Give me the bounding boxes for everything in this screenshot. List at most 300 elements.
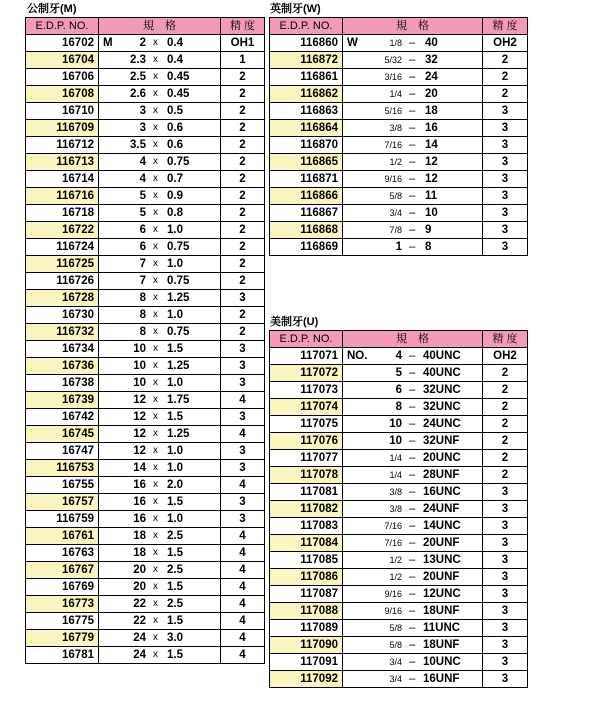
table-row bbox=[270, 103, 528, 120]
precision-grade-cell: 4 bbox=[221, 596, 265, 613]
dash-separator: – bbox=[409, 435, 416, 447]
edp-number-cell: 116864 bbox=[270, 120, 343, 137]
threads-per-inch: 32UNC bbox=[423, 401, 461, 413]
times-separator: x bbox=[153, 428, 158, 439]
precision-grade-cell: 3 bbox=[483, 120, 528, 137]
thread-pitch: 1.0 bbox=[167, 224, 183, 236]
table-header-row bbox=[270, 18, 528, 35]
nominal-diameter: 9/16 bbox=[384, 606, 402, 616]
dash-separator: – bbox=[409, 452, 416, 464]
table-row bbox=[270, 569, 528, 586]
thread-spec-cell bbox=[99, 494, 221, 511]
dash-separator: – bbox=[409, 588, 416, 600]
whitworth-section-title: 英制牙(W) bbox=[270, 3, 321, 15]
times-separator: x bbox=[153, 156, 158, 167]
nominal-diameter: 18 bbox=[133, 530, 146, 542]
thread-spec-cell bbox=[99, 171, 221, 188]
thread-pitch: 0.7 bbox=[167, 173, 183, 185]
thread-spec-cell bbox=[99, 392, 221, 409]
edp-number-cell: 117084 bbox=[270, 535, 343, 552]
edp-number-cell: 116869 bbox=[270, 239, 343, 256]
table-row bbox=[26, 375, 265, 392]
thread-pitch: 0.4 bbox=[167, 54, 183, 66]
times-separator: x bbox=[153, 343, 158, 354]
dash-separator: – bbox=[409, 88, 416, 100]
table-row bbox=[270, 501, 528, 518]
table-row bbox=[26, 290, 265, 307]
edp-number-cell: 117073 bbox=[270, 382, 343, 399]
table-row bbox=[270, 120, 528, 137]
thread-spec-cell bbox=[99, 375, 221, 392]
precision-grade-cell: 3 bbox=[483, 620, 528, 637]
precision-grade-cell: 2 bbox=[221, 273, 265, 290]
table-row bbox=[26, 460, 265, 477]
thread-pitch: 0.45 bbox=[167, 71, 190, 83]
dash-separator: – bbox=[409, 384, 416, 396]
table-row bbox=[26, 477, 265, 494]
precision-grade-cell: 2 bbox=[221, 324, 265, 341]
thread-prefix: NO. bbox=[347, 350, 368, 362]
table-row bbox=[26, 630, 265, 647]
thread-pitch: 2.5 bbox=[167, 564, 183, 576]
table-row bbox=[270, 654, 528, 671]
precision-grade-cell: 2 bbox=[221, 205, 265, 222]
edp-number-cell: 117076 bbox=[270, 433, 343, 450]
thread-spec-cell bbox=[343, 222, 483, 239]
thread-spec-cell bbox=[99, 103, 221, 120]
thread-pitch: 1.5 bbox=[167, 581, 183, 593]
thread-pitch: 1.0 bbox=[167, 377, 183, 389]
nominal-diameter: 9/16 bbox=[384, 589, 402, 599]
edp-number-cell: 117091 bbox=[270, 654, 343, 671]
thread-pitch: 1.5 bbox=[167, 649, 183, 661]
threads-per-inch: 24 bbox=[425, 71, 438, 83]
dash-separator: – bbox=[409, 173, 416, 185]
edp-number-cell: 117083 bbox=[270, 518, 343, 535]
thread-pitch: 0.75 bbox=[167, 241, 190, 253]
precision-grade-cell: 2 bbox=[483, 382, 528, 399]
times-separator: x bbox=[153, 598, 158, 609]
precision-grade-cell: 2 bbox=[483, 86, 528, 103]
times-separator: x bbox=[153, 513, 158, 524]
dash-separator: – bbox=[409, 139, 416, 151]
thread-spec-cell bbox=[343, 518, 483, 535]
precision-grade-cell: 3 bbox=[483, 103, 528, 120]
edp-number-cell: 117077 bbox=[270, 450, 343, 467]
edp-number-cell: 116860 bbox=[270, 35, 343, 52]
table-row bbox=[270, 154, 528, 171]
precision-grade-cell: 4 bbox=[221, 579, 265, 596]
thread-spec-cell bbox=[99, 154, 221, 171]
nominal-diameter: 10 bbox=[133, 377, 146, 389]
precision-grade-cell: 3 bbox=[483, 222, 528, 239]
times-separator: x bbox=[153, 258, 158, 269]
nominal-diameter: 3 bbox=[139, 105, 146, 117]
dash-separator: – bbox=[409, 469, 416, 481]
edp-number-cell: 116712 bbox=[26, 137, 99, 154]
precision-grade-cell: 2 bbox=[483, 433, 528, 450]
precision-grade-cell: 3 bbox=[483, 671, 528, 688]
dash-separator: – bbox=[409, 639, 416, 651]
precision-grade-cell: 2 bbox=[221, 256, 265, 273]
edp-number-cell: 16718 bbox=[26, 205, 99, 222]
thread-spec-cell bbox=[343, 620, 483, 637]
thread-spec-cell bbox=[99, 324, 221, 341]
precision-grade-cell: 2 bbox=[221, 222, 265, 239]
precision-grade-cell: 3 bbox=[483, 586, 528, 603]
thread-spec-cell bbox=[99, 409, 221, 426]
edp-number-cell: 16714 bbox=[26, 171, 99, 188]
times-separator: x bbox=[153, 139, 158, 150]
threads-per-inch: 12UNC bbox=[423, 588, 461, 600]
times-separator: x bbox=[153, 309, 158, 320]
nominal-diameter: 20 bbox=[133, 581, 146, 593]
precision-grade-cell: 2 bbox=[221, 103, 265, 120]
nominal-diameter: 5 bbox=[139, 207, 146, 219]
precision-grade-cell: OH2 bbox=[483, 348, 528, 365]
thread-spec-cell bbox=[99, 545, 221, 562]
precision-grade-cell: 2 bbox=[483, 52, 528, 69]
times-separator: x bbox=[153, 462, 158, 473]
nominal-diameter: 14 bbox=[133, 462, 146, 474]
nominal-diameter: 7 bbox=[139, 258, 146, 270]
table-row bbox=[26, 103, 265, 120]
nominal-diameter: 3 bbox=[139, 122, 146, 134]
table-row bbox=[270, 171, 528, 188]
dash-separator: – bbox=[409, 656, 416, 668]
table-row bbox=[26, 137, 265, 154]
thread-spec-cell bbox=[343, 205, 483, 222]
table-row bbox=[270, 399, 528, 416]
table-row bbox=[26, 443, 265, 460]
edp-number-cell: 16742 bbox=[26, 409, 99, 426]
thread-spec-cell bbox=[99, 562, 221, 579]
thread-pitch: 2.0 bbox=[167, 479, 183, 491]
nominal-diameter: 1/2 bbox=[389, 555, 402, 565]
edp-number-cell: 117074 bbox=[270, 399, 343, 416]
thread-spec-cell bbox=[343, 365, 483, 382]
threads-per-inch: 32UNC bbox=[423, 384, 461, 396]
nominal-diameter: 7/16 bbox=[384, 538, 402, 548]
table-row bbox=[270, 552, 528, 569]
precision-grade-cell: 3 bbox=[483, 552, 528, 569]
thread-pitch: 1.0 bbox=[167, 462, 183, 474]
edp-number-cell: 116713 bbox=[26, 154, 99, 171]
precision-grade-cell: 3 bbox=[221, 290, 265, 307]
edp-number-cell: 16781 bbox=[26, 647, 99, 664]
dash-separator: – bbox=[409, 401, 416, 413]
threads-per-inch: 20UNF bbox=[423, 537, 460, 549]
precision-grade-cell: 2 bbox=[483, 365, 528, 382]
grade-header: 精 度 bbox=[483, 18, 528, 35]
table-row bbox=[26, 273, 265, 290]
edp-number-cell: 117075 bbox=[270, 416, 343, 433]
times-separator: x bbox=[153, 530, 158, 541]
precision-grade-cell: 4 bbox=[221, 392, 265, 409]
nominal-diameter: 8 bbox=[139, 292, 146, 304]
threads-per-inch: 40UNC bbox=[423, 350, 461, 362]
table-row bbox=[270, 467, 528, 484]
times-separator: x bbox=[153, 377, 158, 388]
thread-pitch: 0.4 bbox=[167, 37, 183, 49]
thread-spec-cell bbox=[99, 579, 221, 596]
nominal-diameter: 1/4 bbox=[389, 89, 402, 99]
precision-grade-cell: 3 bbox=[483, 154, 528, 171]
nominal-diameter: 10 bbox=[133, 360, 146, 372]
precision-grade-cell: 2 bbox=[483, 467, 528, 484]
times-separator: x bbox=[153, 173, 158, 184]
edp-number-cell: 16728 bbox=[26, 290, 99, 307]
thread-spec-cell bbox=[343, 586, 483, 603]
precision-grade-cell: 3 bbox=[483, 171, 528, 188]
thread-pitch: 0.75 bbox=[167, 326, 190, 338]
unified-section-title: 美制牙(U) bbox=[270, 316, 319, 328]
times-separator: x bbox=[153, 207, 158, 218]
edp-number-cell: 116725 bbox=[26, 256, 99, 273]
edp-number-cell: 116732 bbox=[26, 324, 99, 341]
nominal-diameter: 4 bbox=[395, 350, 402, 362]
nominal-diameter: 5/8 bbox=[389, 191, 402, 201]
edp-number-cell: 16708 bbox=[26, 86, 99, 103]
nominal-diameter: 5 bbox=[139, 190, 146, 202]
thread-spec-cell bbox=[99, 222, 221, 239]
threads-per-inch: 14 bbox=[425, 139, 438, 151]
nominal-diameter: 24 bbox=[133, 649, 146, 661]
edp-number-cell: 16761 bbox=[26, 528, 99, 545]
nominal-diameter: 5/32 bbox=[384, 55, 402, 65]
edp-number-cell: 16779 bbox=[26, 630, 99, 647]
threads-per-inch: 10UNC bbox=[423, 656, 461, 668]
threads-per-inch: 32UNF bbox=[423, 435, 460, 447]
precision-grade-cell: 2 bbox=[483, 450, 528, 467]
table-row bbox=[26, 307, 265, 324]
edp-number-cell: 117089 bbox=[270, 620, 343, 637]
threads-per-inch: 8 bbox=[425, 241, 432, 253]
thread-spec-cell bbox=[343, 450, 483, 467]
nominal-diameter: 3/4 bbox=[389, 674, 402, 684]
nominal-diameter: 1/8 bbox=[389, 38, 402, 48]
edp-number-cell: 16775 bbox=[26, 613, 99, 630]
table-row bbox=[26, 358, 265, 375]
thread-prefix: M bbox=[103, 37, 113, 49]
thread-pitch: 1.5 bbox=[167, 411, 183, 423]
edp-number-cell: 116726 bbox=[26, 273, 99, 290]
dash-separator: – bbox=[409, 554, 416, 566]
dash-separator: – bbox=[409, 673, 416, 685]
edp-number-cell: 117072 bbox=[270, 365, 343, 382]
table-row bbox=[26, 409, 265, 426]
thread-spec-cell bbox=[99, 596, 221, 613]
threads-per-inch: 28UNF bbox=[423, 469, 460, 481]
dash-separator: – bbox=[409, 571, 416, 583]
thread-spec-cell bbox=[343, 433, 483, 450]
thread-spec-cell bbox=[343, 239, 483, 256]
table-row bbox=[26, 256, 265, 273]
precision-grade-cell: 3 bbox=[483, 137, 528, 154]
edp-number-cell: 16769 bbox=[26, 579, 99, 596]
thread-spec-cell bbox=[99, 477, 221, 494]
dash-separator: – bbox=[409, 105, 416, 117]
times-separator: x bbox=[153, 547, 158, 558]
edp-number-cell: 16739 bbox=[26, 392, 99, 409]
edp-number-cell: 116865 bbox=[270, 154, 343, 171]
thread-spec-cell bbox=[343, 35, 483, 52]
thread-spec-cell bbox=[343, 637, 483, 654]
edp-number-cell: 116866 bbox=[270, 188, 343, 205]
nominal-diameter: 18 bbox=[133, 547, 146, 559]
edp-number-cell: 117088 bbox=[270, 603, 343, 620]
nominal-diameter: 5/8 bbox=[389, 640, 402, 650]
table-row bbox=[26, 188, 265, 205]
nominal-diameter: 3/4 bbox=[389, 657, 402, 667]
table-row bbox=[26, 324, 265, 341]
precision-grade-cell: 3 bbox=[483, 518, 528, 535]
table-row bbox=[270, 35, 528, 52]
times-separator: x bbox=[153, 54, 158, 65]
thread-pitch: 0.6 bbox=[167, 122, 183, 134]
table-row bbox=[270, 450, 528, 467]
thread-spec-cell bbox=[343, 535, 483, 552]
threads-per-inch: 18UNF bbox=[423, 639, 460, 651]
nominal-diameter: 6 bbox=[139, 241, 146, 253]
spec-header: 規 格 bbox=[99, 18, 221, 35]
table-row bbox=[26, 69, 265, 86]
times-separator: x bbox=[153, 224, 158, 235]
precision-grade-cell: 3 bbox=[483, 569, 528, 586]
threads-per-inch: 12 bbox=[425, 173, 438, 185]
thread-spec-cell bbox=[99, 35, 221, 52]
thread-spec-cell bbox=[343, 120, 483, 137]
table-row bbox=[26, 341, 265, 358]
threads-per-inch: 16 bbox=[425, 122, 438, 134]
nominal-diameter: 2.6 bbox=[130, 88, 146, 100]
edp-number-cell: 16704 bbox=[26, 52, 99, 69]
precision-grade-cell: 2 bbox=[221, 154, 265, 171]
table-row bbox=[26, 52, 265, 69]
edp-number-cell: 16767 bbox=[26, 562, 99, 579]
thread-pitch: 0.75 bbox=[167, 156, 190, 168]
edp-number-cell: 16763 bbox=[26, 545, 99, 562]
edp-number-cell: 16757 bbox=[26, 494, 99, 511]
nominal-diameter: 7 bbox=[139, 275, 146, 287]
threads-per-inch: 20UNF bbox=[423, 571, 460, 583]
edp-number-cell: 116709 bbox=[26, 120, 99, 137]
edp-number-cell: 16722 bbox=[26, 222, 99, 239]
edp-number-cell: 116753 bbox=[26, 460, 99, 477]
dash-separator: – bbox=[409, 37, 416, 49]
table-row bbox=[26, 35, 265, 52]
thread-spec-cell bbox=[343, 69, 483, 86]
threads-per-inch: 32 bbox=[425, 54, 438, 66]
edp-number-cell: 116863 bbox=[270, 103, 343, 120]
dash-separator: – bbox=[409, 486, 416, 498]
threads-per-inch: 11 bbox=[425, 190, 438, 202]
table-row bbox=[26, 392, 265, 409]
nominal-diameter: 5/16 bbox=[384, 106, 402, 116]
table-row bbox=[270, 52, 528, 69]
nominal-diameter: 12 bbox=[133, 428, 146, 440]
nominal-diameter: 4 bbox=[139, 173, 146, 185]
table-header-row bbox=[26, 18, 265, 35]
thread-spec-cell bbox=[99, 307, 221, 324]
times-separator: x bbox=[153, 275, 158, 286]
precision-grade-cell: 2 bbox=[221, 171, 265, 188]
precision-grade-cell: 3 bbox=[221, 494, 265, 511]
table-row bbox=[270, 382, 528, 399]
precision-grade-cell: 2 bbox=[483, 416, 528, 433]
precision-grade-cell: OH1 bbox=[221, 35, 265, 52]
precision-grade-cell: 2 bbox=[221, 120, 265, 137]
precision-grade-cell: 3 bbox=[221, 460, 265, 477]
times-separator: x bbox=[153, 71, 158, 82]
thread-spec-cell bbox=[99, 630, 221, 647]
nominal-diameter: 4 bbox=[139, 156, 146, 168]
thread-spec-cell bbox=[99, 52, 221, 69]
edp-number-cell: 16738 bbox=[26, 375, 99, 392]
whitworth-thread-table bbox=[269, 17, 528, 256]
nominal-diameter: 3.5 bbox=[130, 139, 146, 151]
times-separator: x bbox=[153, 649, 158, 660]
thread-spec-cell bbox=[99, 205, 221, 222]
precision-grade-cell: 4 bbox=[221, 528, 265, 545]
precision-grade-cell: 3 bbox=[483, 205, 528, 222]
table-row bbox=[26, 86, 265, 103]
thread-spec-cell bbox=[99, 647, 221, 664]
thread-pitch: 1.5 bbox=[167, 615, 183, 627]
times-separator: x bbox=[153, 564, 158, 575]
table-row bbox=[270, 86, 528, 103]
table-row bbox=[270, 671, 528, 688]
nominal-diameter: 22 bbox=[133, 598, 146, 610]
table-row bbox=[270, 365, 528, 382]
table-row bbox=[270, 620, 528, 637]
precision-grade-cell: 4 bbox=[221, 477, 265, 494]
edp-number-cell: 117090 bbox=[270, 637, 343, 654]
thread-pitch: 1.25 bbox=[167, 292, 190, 304]
edp-number-cell: 117082 bbox=[270, 501, 343, 518]
precision-grade-cell: 4 bbox=[221, 426, 265, 443]
thread-spec-cell bbox=[343, 552, 483, 569]
dash-separator: – bbox=[409, 418, 416, 430]
thread-pitch: 0.45 bbox=[167, 88, 190, 100]
grade-header: 精 度 bbox=[483, 331, 528, 348]
table-row bbox=[270, 205, 528, 222]
thread-pitch: 1.5 bbox=[167, 547, 183, 559]
table-row bbox=[270, 637, 528, 654]
dash-separator: – bbox=[409, 71, 416, 83]
precision-grade-cell: 2 bbox=[221, 239, 265, 256]
threads-per-inch: 9 bbox=[425, 224, 432, 236]
thread-pitch: 1.5 bbox=[167, 496, 183, 508]
nominal-diameter: 16 bbox=[133, 479, 146, 491]
thread-pitch: 0.75 bbox=[167, 275, 190, 287]
thread-spec-cell bbox=[343, 137, 483, 154]
table-row bbox=[26, 154, 265, 171]
thread-spec-cell bbox=[99, 137, 221, 154]
edp-number-cell: 116870 bbox=[270, 137, 343, 154]
threads-per-inch: 24UNC bbox=[423, 418, 461, 430]
thread-pitch: 1.0 bbox=[167, 513, 183, 525]
nominal-diameter: 7/16 bbox=[384, 140, 402, 150]
nominal-diameter: 1 bbox=[395, 241, 402, 253]
threads-per-inch: 12 bbox=[425, 156, 438, 168]
edp-number-cell: 16734 bbox=[26, 341, 99, 358]
thread-spec-cell bbox=[99, 290, 221, 307]
table-row bbox=[26, 494, 265, 511]
thread-spec-cell bbox=[343, 569, 483, 586]
precision-grade-cell: OH2 bbox=[483, 35, 528, 52]
thread-spec-cell bbox=[343, 416, 483, 433]
